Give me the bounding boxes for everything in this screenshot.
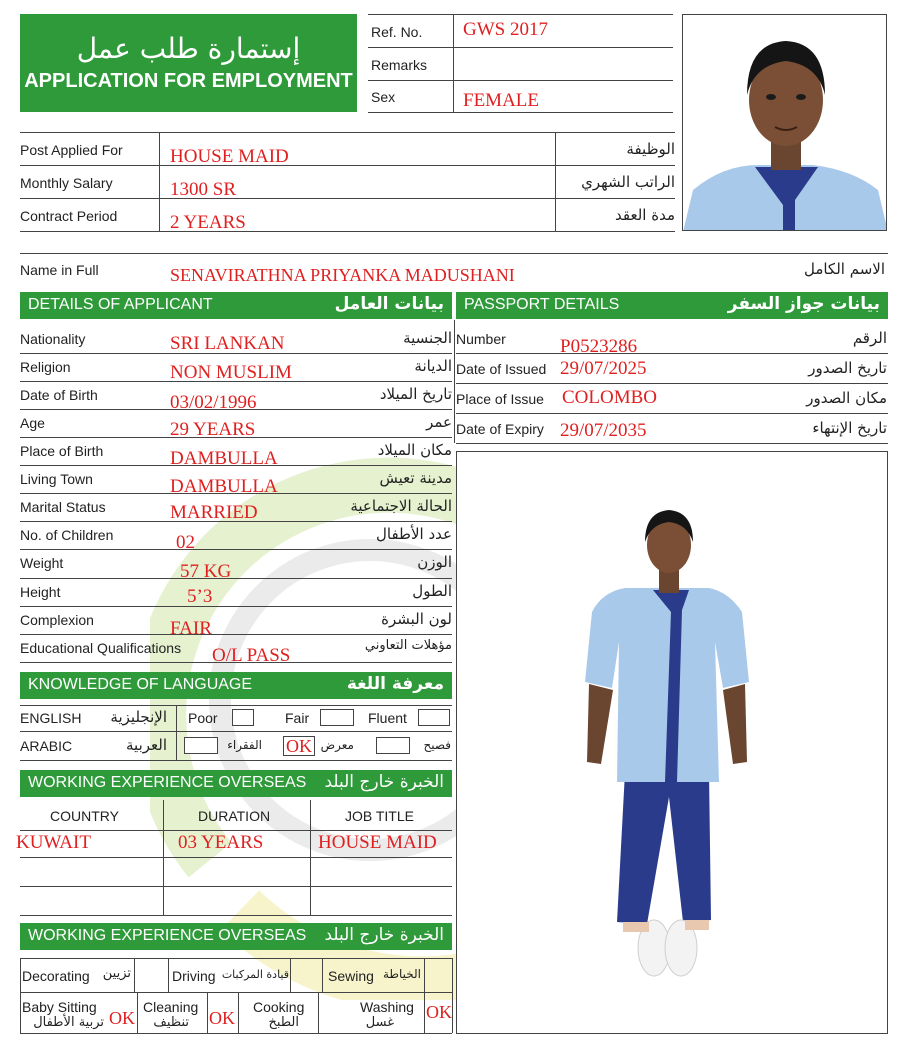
baby-sitting-mark: OK [109, 1008, 135, 1028]
washing-label-arabic: غسل [365, 1015, 394, 1030]
english-fluent-checkbox[interactable] [418, 709, 450, 726]
decorating-label: Decorating [22, 968, 90, 984]
passport-number-value: P0523286 [560, 336, 638, 357]
ref-value: GWS 2017 [463, 19, 548, 40]
experience-job-value: HOUSE MAID [318, 832, 437, 853]
baby-sitting-label: Baby Sitting [22, 999, 97, 1015]
arabic-label: ARABIC [20, 738, 73, 754]
form-title-block [20, 14, 357, 112]
expiry-date-label: Date of Expiry [456, 421, 544, 437]
religion-value: NON MUSLIM [170, 362, 292, 383]
contract-label-arabic: مدة العقد [615, 206, 675, 224]
children-label-arabic: عدد الأطفال [376, 525, 452, 543]
decorating-label-arabic: تزيين [102, 966, 131, 981]
salary-value: 1300 SR [170, 179, 236, 200]
baby-sitting-label-arabic: تربية الأطفال [33, 1015, 104, 1030]
nationality-value: SRI LANKAN [170, 333, 285, 354]
birthplace-value: DAMBULLA [170, 448, 278, 469]
marital-value: MARRIED [170, 502, 258, 523]
issue-place-label-arabic: مكان الصدور [806, 389, 887, 407]
dob-label: Date of Birth [20, 387, 98, 403]
arabic-poor-label: الفقراء [227, 738, 262, 752]
experience-country-value: KUWAIT [16, 832, 91, 853]
english-poor-label: Poor [188, 710, 218, 726]
living-town-label-arabic: مدينة تعيش [379, 469, 452, 487]
marital-label-arabic: الحالة الاجتماعية [350, 497, 452, 515]
english-fair-label: Fair [285, 710, 310, 726]
education-label-arabic: مؤهلات التعاوني [364, 638, 452, 653]
birthplace-label: Place of Birth [20, 443, 104, 459]
cooking-label: Cooking [253, 999, 305, 1015]
washing-label: Washing [360, 999, 414, 1015]
expiry-date-value: 29/07/2035 [560, 420, 647, 441]
washing-mark: OK [426, 1002, 452, 1022]
english-label: ENGLISH [20, 710, 82, 726]
arabic-poor-checkbox[interactable] [184, 737, 218, 754]
post-label-arabic: الوظيفة [626, 140, 675, 158]
children-value: 02 [176, 532, 195, 553]
issue-date-value: 29/07/2025 [560, 358, 647, 379]
name-value: SENAVIRATHNA PRIYANKA MADUSHANI [170, 265, 515, 285]
height-label: Height [20, 584, 61, 600]
marital-label: Marital Status [20, 499, 106, 515]
arabic-fair-label: معرض [320, 738, 354, 752]
living-town-value: DAMBULLA [170, 476, 278, 497]
salary-label: Monthly Salary [20, 175, 113, 191]
language-section-header: KNOWLEDGE OF LANGUAGE معرفة اللغة [20, 672, 452, 699]
arabic-poor-mark: OK [283, 736, 315, 756]
post-label: Post Applied For [20, 142, 123, 158]
expiry-date-label-arabic: تاريخ الإنتهاء [812, 419, 887, 437]
passport-number-label: Number [456, 331, 506, 347]
passport-section-header: PASSPORT DETAILS بيانات جواز السفر [456, 292, 888, 319]
education-label: Educational Qualifications [20, 640, 182, 656]
dob-label-arabic: تاريخ الميلاد [379, 385, 452, 403]
skills-section-header: WORKING EXPERIENCE OVERSEAS الخبرة خارج البلد [20, 923, 452, 950]
birthplace-label-arabic: مكان الميلاد [377, 441, 452, 459]
issue-place-label: Place of Issue [456, 391, 544, 407]
complexion-label-arabic: لون البشرة [381, 610, 452, 628]
applicant-section-header: DETAILS OF APPLICANT بيانات العامل [20, 292, 452, 319]
arabic-fair-checkbox[interactable] [376, 737, 410, 754]
portrait-photo [682, 14, 887, 231]
english-label-arabic: الإنجليزية [110, 708, 167, 726]
nationality-label: Nationality [20, 331, 86, 347]
post-value: HOUSE MAID [170, 146, 289, 167]
age-label: Age [20, 415, 45, 431]
english-poor-checkbox[interactable] [232, 709, 254, 726]
complexion-value: FAIR [170, 618, 212, 639]
name-label: Name in Full [20, 262, 99, 278]
name-label-arabic: الاسم الكامل [803, 260, 885, 278]
passport-number-label-arabic: الرقم [852, 329, 887, 347]
weight-label-arabic: الوزن [417, 553, 452, 571]
religion-label: Religion [20, 359, 71, 375]
issue-date-label: Date of Issued [456, 361, 547, 377]
religion-label-arabic: الديانة [414, 357, 452, 375]
contract-value: 2 YEARS [170, 212, 246, 233]
nationality-label-arabic: الجنسية [403, 329, 452, 347]
experience-duration-value: 03 YEARS [178, 832, 264, 853]
children-label: No. of Children [20, 527, 114, 543]
salary-label-arabic: الراتب الشهري [581, 173, 675, 191]
sex-label: Sex [371, 89, 396, 105]
job-column-header: JOB TITLE [345, 808, 414, 824]
english-fair-checkbox[interactable] [320, 709, 354, 726]
cleaning-mark: OK [209, 1008, 235, 1028]
form-title-arabic: إستمارة طلب عمل [76, 32, 301, 65]
living-town-label: Living Town [20, 471, 93, 487]
sewing-label-arabic: الخياطة [383, 967, 421, 981]
arabic-label-arabic: العربية [126, 736, 167, 754]
complexion-label: Complexion [20, 612, 94, 628]
english-fluent-label: Fluent [368, 710, 407, 726]
full-body-photo [456, 451, 888, 1034]
cooking-label-arabic: الطبخ [268, 1015, 299, 1030]
issue-date-label-arabic: تاريخ الصدور [808, 359, 887, 377]
duration-column-header: DURATION [198, 808, 271, 824]
weight-value: 57 KG [180, 561, 232, 582]
arabic-fluent-label: فصيح [423, 738, 451, 752]
sewing-label: Sewing [328, 968, 374, 984]
education-value: O/L PASS [212, 645, 291, 666]
contract-label: Contract Period [20, 208, 118, 224]
country-column-header: COUNTRY [50, 808, 119, 824]
experience-section-header: WORKING EXPERIENCE OVERSEAS الخبرة خارج البلد [20, 770, 452, 797]
sex-value: FEMALE [463, 90, 539, 111]
form-title-english: APPLICATION FOR EMPLOYMENT [24, 70, 353, 92]
weight-label: Weight [20, 555, 64, 571]
remarks-label: Remarks [371, 57, 428, 73]
age-value: 29 YEARS [170, 419, 256, 440]
height-value: 5’3 [187, 586, 213, 607]
issue-place-value: COLOMBO [562, 387, 658, 408]
age-label-arabic: عمر [426, 413, 452, 431]
height-label-arabic: الطول [412, 582, 452, 600]
driving-label: Driving [172, 968, 216, 984]
cleaning-label: Cleaning [143, 999, 199, 1015]
ref-label: Ref. No. [371, 24, 423, 40]
driving-label-arabic: قيادة المركبات [221, 968, 289, 981]
dob-value: 03/02/1996 [170, 392, 257, 413]
cleaning-label-arabic: تنظيف [153, 1015, 189, 1030]
